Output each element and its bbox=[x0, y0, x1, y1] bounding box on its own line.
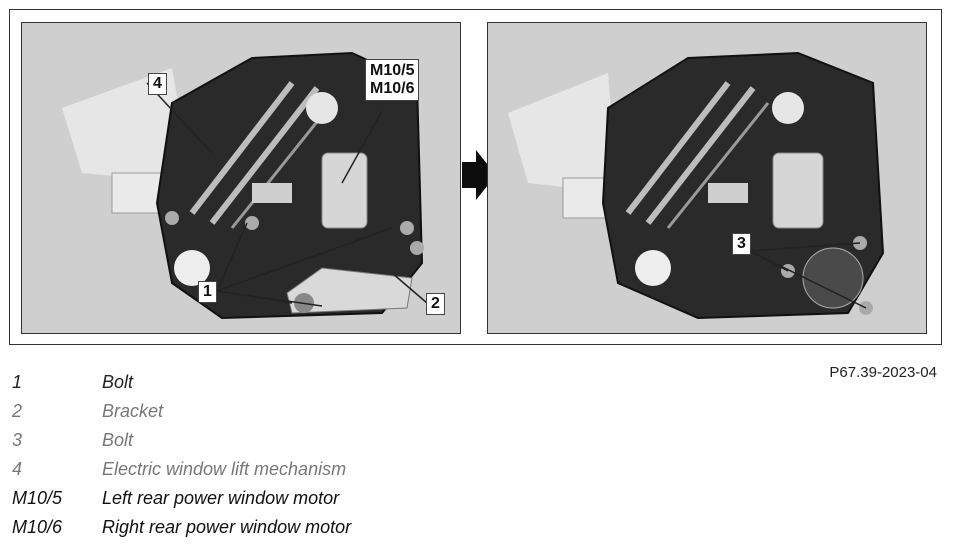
legend-key: 3 bbox=[12, 430, 23, 450]
figure-frame bbox=[9, 9, 942, 345]
window-glass bbox=[508, 73, 618, 193]
legend-description: Bolt bbox=[102, 372, 134, 392]
legend-key: 2 bbox=[12, 401, 23, 421]
legend-description: Bolt bbox=[102, 430, 134, 450]
legend-description: Bracket bbox=[102, 401, 164, 421]
connector bbox=[252, 183, 292, 203]
legend-key: M10/6 bbox=[12, 517, 63, 537]
callout-motor bbox=[365, 59, 419, 101]
left-photo-panel bbox=[21, 22, 461, 334]
pulley-upper bbox=[772, 92, 804, 124]
bolt-c bbox=[245, 216, 259, 230]
callout-motor-b: M10/6 bbox=[370, 80, 415, 97]
callout-1: 1 bbox=[198, 281, 217, 303]
legend-item bbox=[12, 426, 351, 455]
legend-description: Electric window lift mechanism bbox=[102, 459, 347, 479]
bolt-d bbox=[400, 221, 414, 235]
legend-description: Right rear power window motor bbox=[102, 517, 352, 537]
legend-item bbox=[12, 513, 351, 542]
legend-item bbox=[12, 397, 351, 426]
pulley-upper bbox=[306, 92, 338, 124]
legend-key: 1 bbox=[12, 372, 23, 392]
callout-motor-a: M10/5 bbox=[370, 62, 415, 79]
motor-gear bbox=[803, 248, 863, 308]
right-photo-panel bbox=[487, 22, 927, 334]
bolt-e bbox=[410, 241, 424, 255]
legend-key: M10/5 bbox=[12, 488, 63, 508]
right-mechanism-illustration bbox=[488, 23, 927, 334]
legend-item bbox=[12, 368, 351, 397]
legend-item bbox=[12, 455, 351, 484]
legend-key: 4 bbox=[12, 459, 23, 479]
legend-item bbox=[12, 484, 351, 513]
bolt-b bbox=[165, 211, 179, 225]
callout-3: 3 bbox=[732, 233, 751, 255]
window-motor bbox=[773, 153, 823, 228]
figure-reference-code: P67.39-2023-04 bbox=[829, 364, 937, 381]
callout-4: 4 bbox=[148, 73, 167, 95]
callout-2: 2 bbox=[426, 293, 445, 315]
legend-list bbox=[12, 368, 351, 542]
legend-description: Left rear power window motor bbox=[102, 488, 340, 508]
pulley-lower bbox=[635, 250, 671, 286]
window-motor bbox=[322, 153, 367, 228]
connector bbox=[708, 183, 748, 203]
